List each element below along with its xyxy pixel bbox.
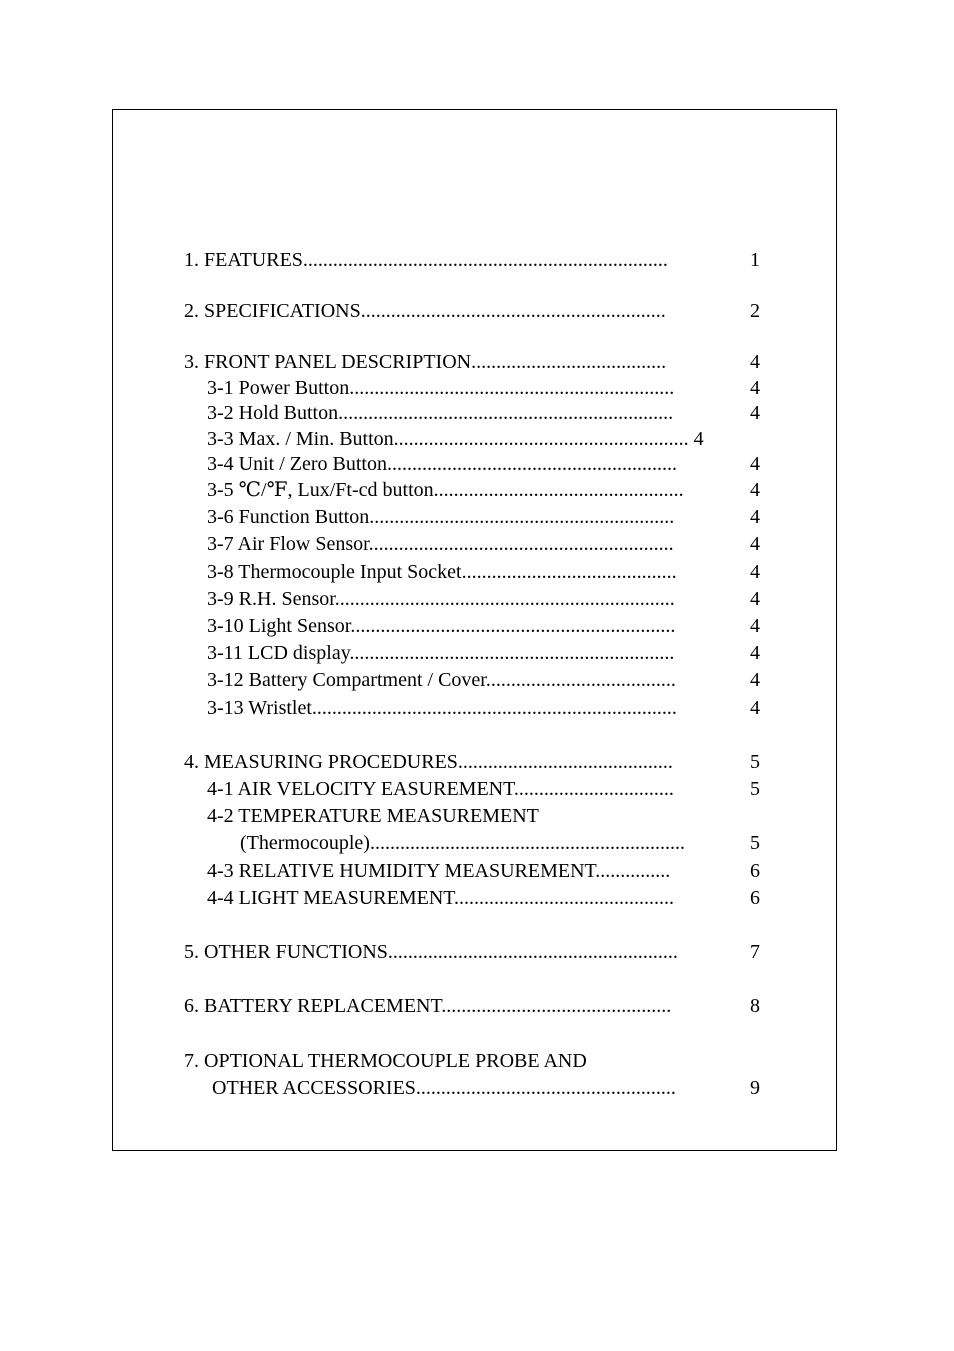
toc-page-3-6: 4	[750, 506, 760, 528]
toc-entry-other-accessories: OTHER ACCESSORIES....................................................	[212, 1077, 676, 1099]
toc-page-4-3: 6	[750, 860, 760, 882]
toc-page-3-5: 4	[750, 479, 760, 501]
toc-entry-features: 1. FEATURES.........................................................................	[184, 249, 668, 271]
toc-page-3-4: 4	[750, 453, 760, 475]
toc-entry-3-10: 3-10 Light Sensor.................................................................	[207, 615, 676, 637]
toc-page-3-8: 4	[750, 561, 760, 583]
toc-page-specifications: 2	[750, 300, 760, 322]
toc-entry-3-2: 3-2 Hold Button...................................................................	[207, 402, 674, 424]
toc-page-4-2: 5	[750, 832, 760, 854]
toc-entry-3-6: 3-6 Function Button.............................................................	[207, 506, 675, 528]
toc-page-3-13: 4	[750, 697, 760, 719]
toc-page-4-1: 5	[750, 778, 760, 800]
toc-page-measuring-procedures: 5	[750, 751, 760, 773]
toc-page-4-4: 6	[750, 887, 760, 909]
toc-page-features: 1	[750, 249, 760, 271]
toc-page-3-2: 4	[750, 402, 760, 424]
toc-entry-4-2-cont: (Thermocouple)...............................................................	[240, 832, 685, 854]
toc-entry-3-9: 3-9 R.H. Sensor....................................................................	[207, 588, 675, 610]
toc-entry-4-3: 4-3 RELATIVE HUMIDITY MEASUREMENT...............	[207, 860, 671, 882]
toc-page-3-12: 4	[750, 669, 760, 691]
toc-page-front-panel: 4	[750, 351, 760, 373]
toc-entry-3-4: 3-4 Unit / Zero Button..........................................................	[207, 453, 677, 475]
toc-entry-front-panel: 3. FRONT PANEL DESCRIPTION.......................................	[184, 351, 667, 373]
toc-entry-4-1: 4-1 AIR VELOCITY EASUREMENT................................	[207, 778, 674, 800]
toc-page-battery-replacement: 8	[750, 995, 760, 1017]
toc-page-other-functions: 7	[750, 941, 760, 963]
toc-page-other-accessories: 9	[750, 1077, 760, 1099]
toc-page-3-1: 4	[750, 377, 760, 399]
toc-entry-3-13: 3-13 Wristlet.........................................................................	[207, 697, 677, 719]
toc-entry-4-4: 4-4 LIGHT MEASUREMENT............................................	[207, 887, 675, 909]
toc-entry-3-7: 3-7 Air Flow Sensor.............................................................	[207, 533, 674, 555]
toc-entry-3-11: 3-11 LCD display.................................................................	[207, 642, 675, 664]
toc-entry-other-functions: 5. OTHER FUNCTIONS..........................................................	[184, 941, 678, 963]
toc-entry-4-2: 4-2 TEMPERATURE MEASUREMENT	[207, 805, 539, 827]
toc-page-3-7: 4	[750, 533, 760, 555]
toc-page-3-11: 4	[750, 642, 760, 664]
toc-entry-measuring-procedures: 4. MEASURING PROCEDURES...........................................	[184, 751, 673, 773]
toc-page-3-9: 4	[750, 588, 760, 610]
toc-entry-3-12: 3-12 Battery Compartment / Cover......................................	[207, 669, 676, 691]
toc-entry-3-3: 3-3 Max. / Min. Button........................................................... 4	[207, 428, 704, 450]
toc-entry-3-8: 3-8 Thermocouple Input Socket...........................................	[207, 561, 677, 583]
toc-entry-3-1: 3-1 Power Button.................................................................	[207, 377, 675, 399]
toc-entry-3-5: 3-5 ℃/℉, Lux/Ft-cd button..................................................	[207, 479, 684, 501]
toc-page-3-10: 4	[750, 615, 760, 637]
toc-entry-optional-probe: 7. OPTIONAL THERMOCOUPLE PROBE AND	[184, 1050, 587, 1072]
toc-entry-specifications: 2. SPECIFICATIONS.............................................................	[184, 300, 666, 322]
toc-entry-battery-replacement: 6. BATTERY REPLACEMENT..............................................	[184, 995, 672, 1017]
